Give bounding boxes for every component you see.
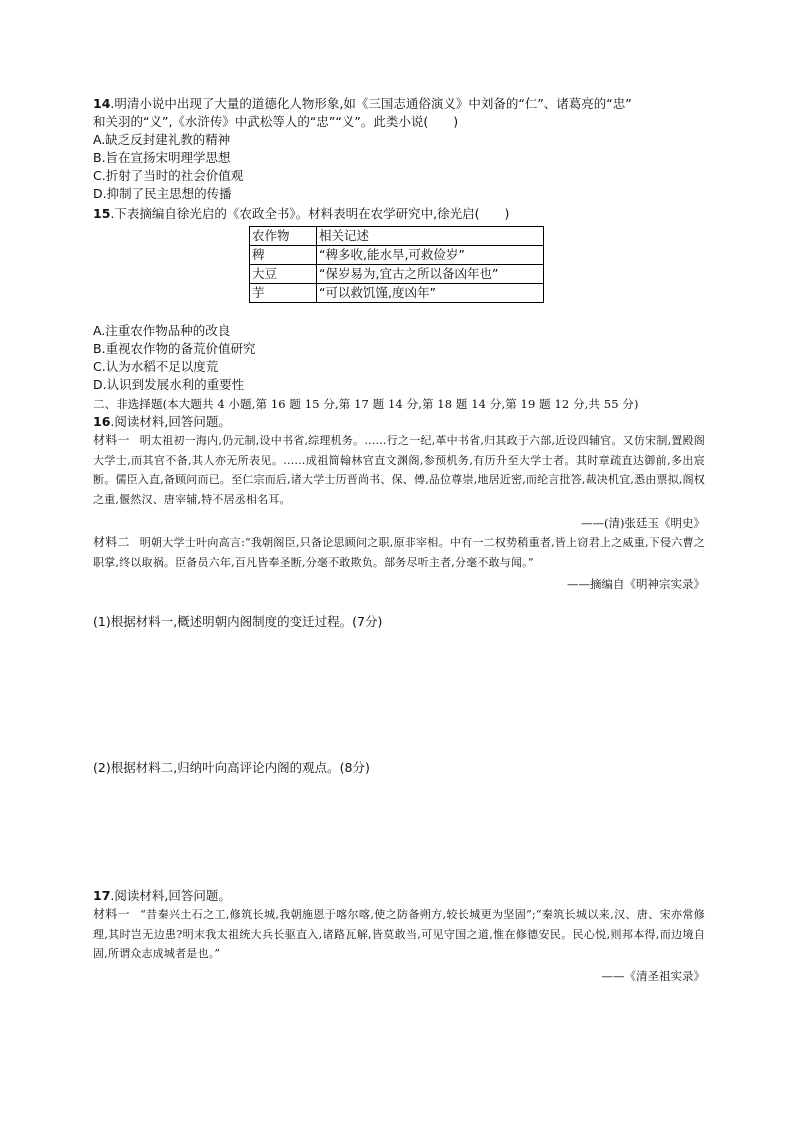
material-text: 明朝大学士叶向高言:“我朝阁臣,只备论思顾问之职,原非宰相。中有一二权势稍重者,皆上窃君上之威重,下侵六曹之职掌,终以取祸。臣备员六年,百凡皆奉圣断,分毫不敢欺负。部务尽听主者,分毫不敢与闻。” bbox=[93, 536, 705, 569]
material-one-source: ——(清)张廷玉《明史》 bbox=[581, 516, 705, 530]
question-14-stem-line-2: 和关羽的“义”,《水浒传》中武松等人的“忠”“义”。此类小说( ) bbox=[93, 114, 459, 129]
question-16-stem bbox=[93, 413, 705, 431]
option-d[interactable]: D.认识到发展水利的重要性 bbox=[93, 377, 245, 392]
option-a[interactable]: A.注重农作物品种的改良 bbox=[93, 323, 231, 338]
table-cell: “可以救饥馑,度凶年” bbox=[317, 284, 544, 303]
question-number: 17 bbox=[93, 888, 111, 903]
material-label: 材料二 bbox=[93, 535, 130, 549]
question-17 bbox=[93, 887, 705, 986]
table-header-cell: 农作物 bbox=[250, 227, 317, 246]
material-one-source: ——《清圣祖实录》 bbox=[601, 968, 705, 983]
option-c[interactable]: C.折射了当时的社会价值观 bbox=[93, 168, 244, 183]
table-header-cell: 相关记述 bbox=[317, 227, 544, 246]
stem-text: .阅读材料,回答问题。 bbox=[110, 888, 231, 903]
table-cell: 大豆 bbox=[250, 265, 317, 284]
question-14 bbox=[93, 95, 705, 203]
question-16-sub-2 bbox=[93, 759, 705, 777]
question-number: 14 bbox=[93, 96, 111, 111]
sub-question-2: (2)根据材料二,归纳叶向高评论内阁的观点。(8分) bbox=[93, 760, 370, 775]
material-text: 明太祖初一海内,仍元制,设中书省,综理机务。……行之一纪,革中书省,归其政于六部,近设四辅官。又仿宋制,置殿阁大学士,而其官不备,其人亦无所表见。……成祖简翰林官直文渊阁,参预机务,有历升至大学士者。其时章疏直达御前,多出宸断。儒臣入直,备顾问而已。至仁宗而后,诸大学士历晋尚书、保、傅,品位尊崇,地居近密,而纶言批答,裁决机宜,悉由票拟,阁权之重,偃然汉、唐宰辅,特不居丞相名耳。 bbox=[93, 434, 705, 506]
question-15 bbox=[93, 205, 705, 223]
question-14-stem-line-1 bbox=[93, 95, 705, 113]
question-16 bbox=[93, 413, 705, 594]
material-label: 材料一 bbox=[93, 433, 130, 447]
material-text: “昔秦兴土石之工,修筑长城,我朝施恩于喀尔喀,使之防备朔方,较长城更为坚固”;“秦筑长城以来,汉、唐、宋亦常修理,其时岂无边患?明末我太祖统大兵长驱直入,诸路瓦解,皆莫敢当,可见守国之道,惟在修德安民。民心悦,则邦本得,而边境自固,所谓众志成城者是也。” bbox=[93, 908, 705, 960]
question-16-sub-1 bbox=[93, 613, 705, 631]
question-number: 15 bbox=[93, 206, 111, 221]
material-two bbox=[93, 533, 705, 572]
table-cell: “保岁易为,宜古之所以备凶年也” bbox=[317, 265, 544, 284]
stem-text: .明清小说中出现了大量的道德化人物形象,如《三国志通俗演义》中刘备的“仁”、诸葛亮的“忠” bbox=[110, 96, 632, 111]
material-one-paragraph bbox=[93, 431, 705, 509]
option-b[interactable]: B.旨在宣扬宋明理学思想 bbox=[93, 150, 231, 165]
stem-text: .阅读材料,回答问题。 bbox=[110, 414, 231, 429]
section-2-title: 二、非选择题(本大题共 4 小题,第 16 题 15 分,第 17 题 14 分,第 18 题 14 分,第 19 题 12 分,共 55 分) bbox=[93, 397, 639, 411]
material-two-paragraph bbox=[93, 533, 705, 572]
option-c[interactable]: C.认为水稻不足以度荒 bbox=[93, 359, 219, 374]
crop-records-table bbox=[249, 226, 544, 303]
question-15-options bbox=[93, 322, 705, 394]
sub-question-1: (1)根据材料一,概述明朝内阁制度的变迁过程。(7分) bbox=[93, 614, 383, 629]
stem-text: .下表摘编自徐光启的《农政全书》。材料表明在农学研究中,徐光启( ) bbox=[110, 206, 510, 221]
question-17-stem bbox=[93, 887, 705, 905]
table-cell: 芋 bbox=[250, 284, 317, 303]
table-row bbox=[250, 284, 544, 303]
option-a[interactable]: A.缺乏反封建礼教的精神 bbox=[93, 132, 231, 147]
material-two-source: ——摘编自《明神宗实录》 bbox=[567, 577, 705, 591]
option-d[interactable]: D.抑制了民主思想的传播 bbox=[93, 186, 232, 201]
table-row bbox=[250, 265, 544, 284]
table-cell: 稗 bbox=[250, 246, 317, 265]
question-15-stem bbox=[93, 205, 705, 223]
table-row bbox=[250, 246, 544, 265]
option-b[interactable]: B.重视农作物的备荒价值研究 bbox=[93, 341, 256, 356]
section-heading bbox=[93, 395, 705, 413]
material-one-paragraph bbox=[93, 905, 705, 964]
material-label: 材料一 bbox=[93, 907, 131, 921]
question-number: 16 bbox=[93, 414, 111, 429]
table-cell: “稗多收,能水旱,可救俭岁” bbox=[317, 246, 544, 265]
material-one bbox=[93, 905, 705, 964]
material-one bbox=[93, 431, 705, 509]
table-header-row bbox=[250, 227, 544, 246]
